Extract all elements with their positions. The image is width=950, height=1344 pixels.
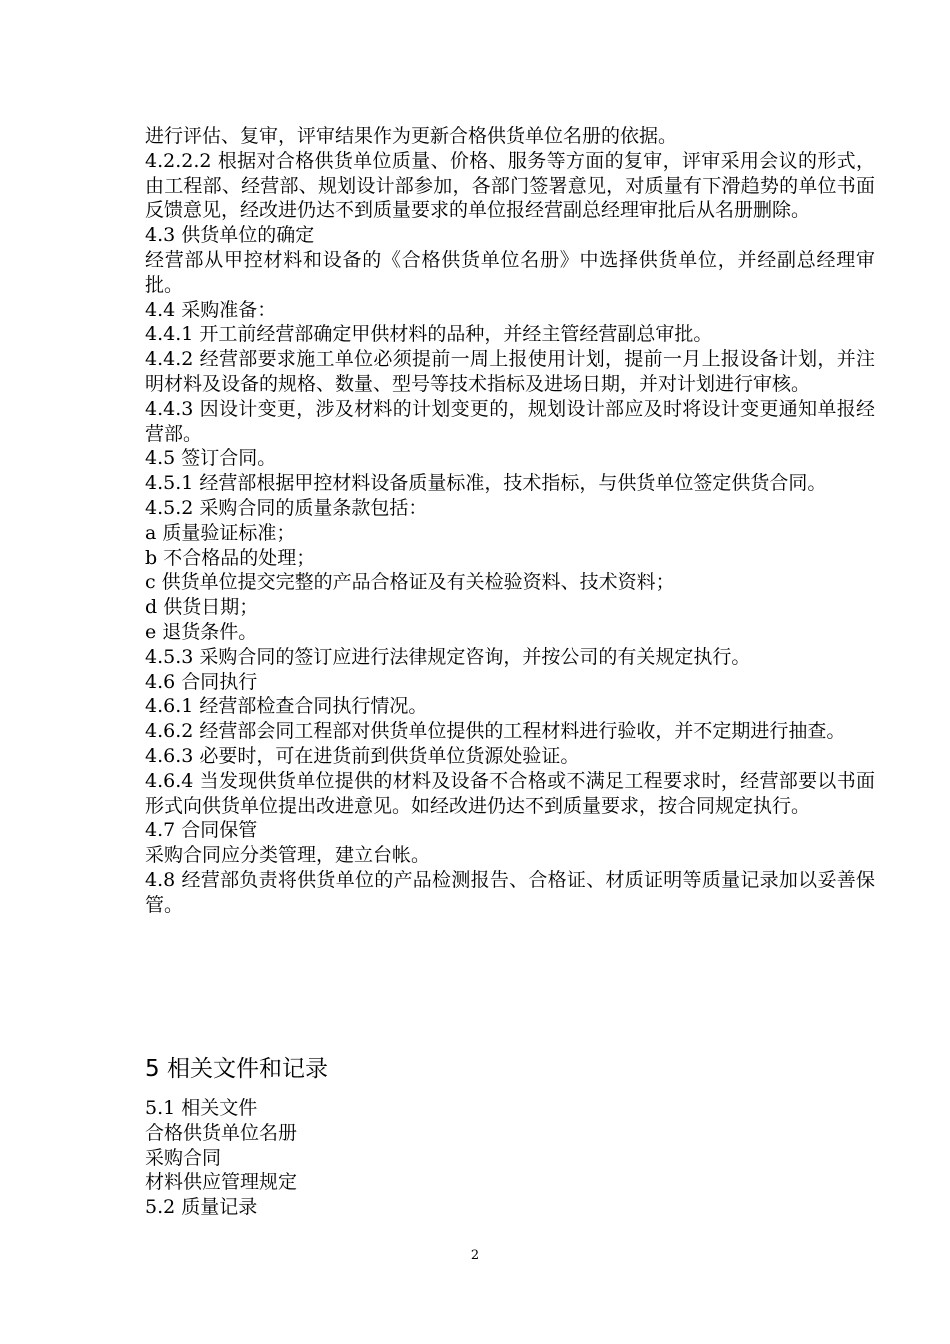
section-item: 合格供货单位名册 [145,1121,298,1144]
body-paragraph: 4.5.3 采购合同的签订应进行法律规定咨询，并按公司的有关规定执行。 [145,645,751,668]
body-paragraph: 4.6.4 当发现供货单位提供的材料及设备不合格或不满足工程要求时，经营部要以书面形式向供货单位提出改进意见。如经改进仍达不到质量要求，按合同规定执行。 [145,769,875,817]
section-item: 5.2 质量记录 [145,1196,258,1219]
body-paragraph: 4.5.2 采购合同的质量条款包括： [145,496,428,519]
body-paragraph: 进行评估、复审，评审结果作为更新合格供货单位名册的依据。 [145,125,678,147]
body-paragraph: 4.6.2 经营部会同工程部对供货单位提供的工程材料进行验收，并不定期进行抽查。 [145,720,846,743]
body-paragraph: 4.7 合同保管 [145,819,258,842]
body-paragraph: 4.5 签订合同。 [145,447,277,470]
body-paragraph: 4.4.3 因设计变更，涉及材料的计划变更的，规划设计部应及时将设计变更通知单报经营部。 [145,397,875,445]
body-paragraph: 采购合同应分类管理，建立台帐。 [145,844,431,867]
body-paragraph: 4.4 采购准备： [145,298,277,321]
body-paragraph: 4.6 合同执行 [145,670,258,693]
body-paragraph: 4.3 供货单位的确定 [145,224,315,247]
body-paragraph: 4.6.1 经营部检查合同执行情况。 [145,695,428,718]
section-list [145,1096,875,1220]
section-item: 5.1 相关文件 [145,1097,258,1119]
body-paragraph: c 供货单位提交完整的产品合格证及有关检验资料、技术资料； [145,571,675,594]
section-item: 材料供应管理规定 [145,1171,298,1194]
body-text [145,124,875,918]
body-paragraph: 4.4.2 经营部要求施工单位必须提前一周上报使用计划，提前一月上报设备计划，并注明材料及设备的规格、数量、型号等技术指标及进场日期，并对计划进行审核。 [145,348,875,395]
body-paragraph: 4.2.2.2 根据对合格供货单位质量、价格、服务等方面的复审，评审采用会议的形式，由工程部、经营部、规划设计部参加，各部门签署意见，对质量有下滑趋势的单位书面反馈意见，经改进仍达不到质量要求的单位报经营副总经理审批后从名册删除。 [145,149,875,222]
body-paragraph: 经营部从甲控材料和设备的《合格供货单位名册》中选择供货单位，并经副总经理审批。 [145,248,875,296]
section-item: 采购合同 [145,1146,222,1169]
body-paragraph: 4.5.1 经营部根据甲控材料设备质量标准，技术指标，与供货单位签定供货合同。 [145,472,827,495]
body-paragraph: 4.4.1 开工前经营部确定甲供材料的品种，并经主管经营副总审批。 [145,323,713,346]
page-number: 2 [470,1248,480,1263]
body-paragraph: 4.8 经营部负责将供货单位的产品检测报告、合格证、材质证明等质量记录加以妥善保管。 [145,868,875,916]
body-paragraph: e 退货条件。 [145,620,258,643]
section-heading: 5 相关文件和记录 [145,1056,328,1082]
body-paragraph: a 质量验证标准； [145,521,296,544]
body-paragraph: 4.6.3 必要时，可在进货前到供货单位货源处验证。 [145,744,580,767]
body-paragraph: b 不合格品的处理； [145,546,316,569]
body-paragraph: d 供货日期； [145,596,259,619]
